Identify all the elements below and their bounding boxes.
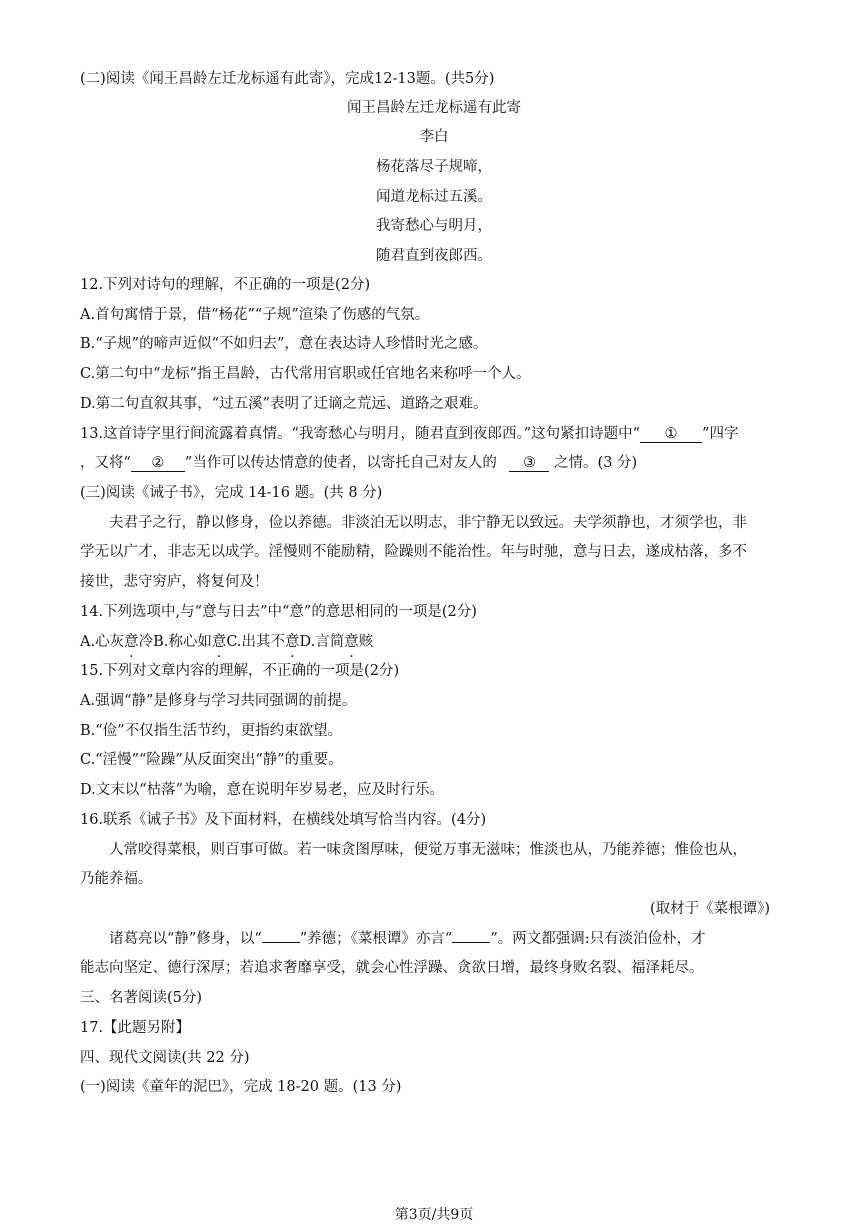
q16-text: ”。两文都强调:只有淡泊俭朴，才 [490, 931, 706, 947]
q13-text: 13.这首诗字里行间流露着真情。“我寄愁心与明月，随君直到夜郎西。”这句紧扣诗题中“ [80, 426, 641, 442]
poem-line: 杨花落尽子规啼， [376, 159, 492, 175]
q13-text: ”当作可以传达情意的使者，以寄托自己对友人的 [184, 455, 497, 471]
q14-option-b: B.称心如意 [153, 634, 227, 650]
q16-blank-1 [262, 942, 300, 943]
q13-blank-1: ① [640, 426, 702, 443]
section-3-header: (三)阅读《诫子书》，完成 14-16 题。(共 8 分) [80, 485, 383, 501]
poem-line: 我寄愁心与明月， [376, 218, 492, 234]
poem-title: 闻王昌龄左迁龙标遥有此寄 [347, 100, 521, 116]
q16-fill-line-1 [109, 929, 706, 949]
q13-text: ”四字 [702, 426, 739, 442]
q13-blank-2: ② [131, 455, 185, 472]
material-line: 乃能养福。 [80, 871, 153, 887]
section-modern-header: 四、现代文阅读(共 22 分) [80, 1050, 250, 1066]
section-2-header: (二)阅读《闻王昌龄左迁龙标遥有此寄》，完成12-13题。(共5分) [80, 71, 495, 87]
q14-option-d: D.言简意赅 [299, 634, 374, 650]
material-line: 人常咬得菜根，则百事可做。若一味贪图厚味，便觉万事无滋味；惟淡也从，乃能养德；惟俭也从， [109, 842, 747, 858]
material-source: (取材于《菜根谭》) [650, 901, 771, 917]
q12-option-d: D.第二句直叙其事，“过五溪”表明了迁谪之荒远、道路之艰难。 [80, 396, 488, 412]
poem-line: 闻道龙标过五溪。 [376, 189, 492, 205]
q16-blank-2 [452, 942, 490, 943]
q15-stem: 15.下列对文章内容的理解，不正确的一项是(2分) [80, 663, 400, 679]
q12-stem: 12.下列对诗句的理解，不正确的一项是(2分) [80, 277, 371, 293]
q15-option-b: B.“俭”不仅指生活节约，更指约束欲望。 [80, 723, 343, 739]
q14-stem: 14.下列选项中,与“意与日去”中“意”的意思相同的一项是(2分) [80, 604, 477, 620]
passage-line: 学无以广才，非志无以成学。淫慢则不能励精，险躁则不能治性。年与时驰，意与日去，遂成枯落，多不 [80, 544, 747, 560]
q14-option-c: C.出其不意 [226, 634, 300, 650]
poem-line: 随君直到夜郎西。 [376, 248, 492, 264]
passage-line: 夫君子之行，静以修身，俭以养德。非淡泊无以明志，非宁静无以致远。夫学须静也，才须学也，非 [109, 515, 747, 531]
q14-option-a: A.心灰意冷 [80, 634, 154, 650]
section-mingzhu-header: 三、名著阅读(5分) [80, 990, 203, 1006]
q13-line-1 [80, 424, 738, 444]
q13-line-2 [80, 453, 637, 473]
q13-text: 之情。(3 分) [554, 455, 638, 471]
page-footer: 第3页/共9页 [394, 1207, 474, 1223]
q16-stem: 16.联系《诫子书》及下面材料，在横线处填写恰当内容。(4分) [80, 812, 487, 828]
poem-author: 李白 [419, 129, 449, 145]
q16-text: ”养德；《菜根谭》亦言“ [299, 931, 453, 947]
q15-option-d: D.文末以“枯落”为喻，意在说明年岁易老，应及时行乐。 [80, 782, 445, 798]
modern-subsection-header: (一)阅读《童年的泥巴》，完成 18-20 题。(13 分) [80, 1079, 402, 1095]
passage-line: 接世，悲守穷庐，将复何及！ [80, 574, 269, 590]
q14-options [80, 632, 373, 652]
q16-text: 诸葛亮以“静”修身，以“ [109, 931, 262, 947]
q13-blank-3: ③ [509, 455, 549, 472]
q12-option-b: B.“子规”的啼声近似“不如归去”，意在表达诗人珍惜时光之感。 [80, 336, 488, 352]
q15-option-c: C.“淫慢”“险躁”从反面突出“静”的重要。 [80, 752, 343, 768]
q12-option-a: A.首句寓情于景，借“杨花”“子规”渲染了伤感的气氛。 [80, 307, 430, 323]
q13-text: ，又将“ [80, 455, 131, 471]
q12-option-c: C.第二句中“龙标”指王昌龄，古代常用官职或任官地名来称呼一个人。 [80, 366, 531, 382]
q17: 17.【此题另附】 [80, 1020, 191, 1036]
q15-option-a: A.强调“静”是修身与学习共同强调的前提。 [80, 693, 357, 709]
q16-fill-line-2: 能志向坚定、德行深厚；若追求奢靡享受，就会心性浮躁、贪欲日增，最终身败名裂、福泽耗尽。 [80, 960, 704, 976]
